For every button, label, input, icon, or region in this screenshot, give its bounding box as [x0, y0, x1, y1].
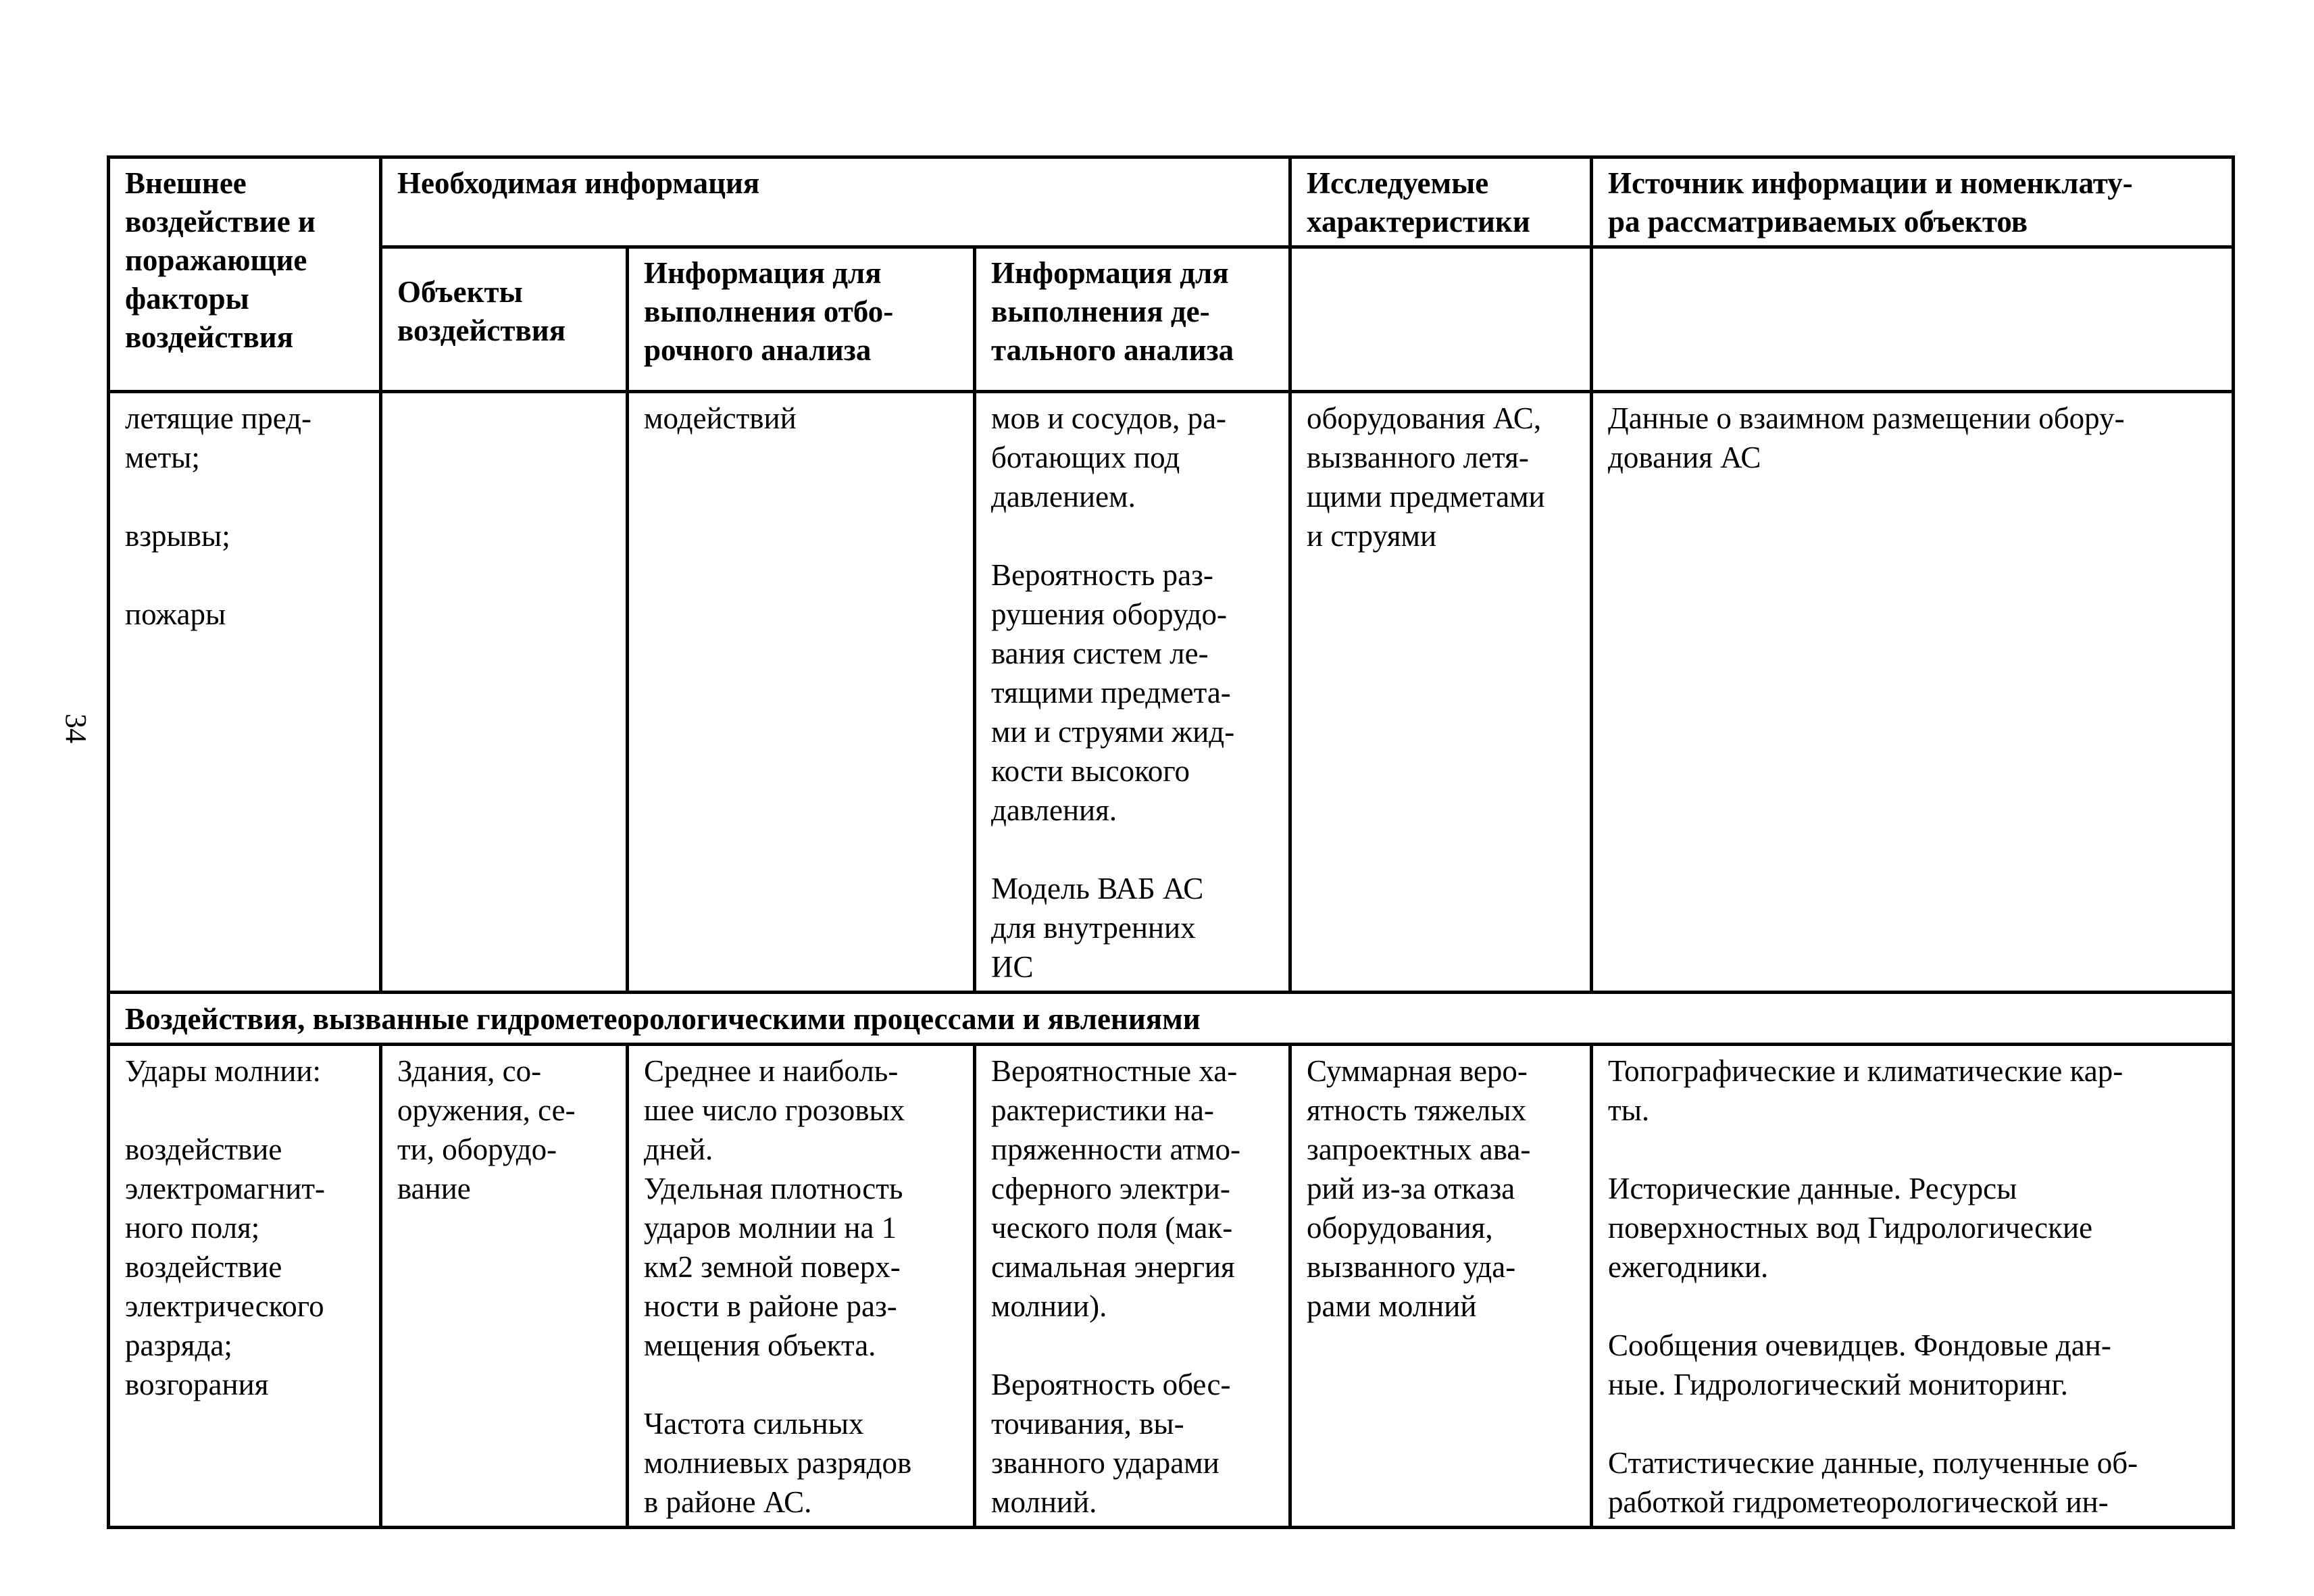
cell-objects	[381, 392, 628, 993]
cell-objects: Здания, со- оружения, се- ти, оборудо- вание	[381, 1045, 628, 1528]
header-detailed-info: Информация для выполнения де- тального анализа	[975, 247, 1290, 392]
section-row	[109, 993, 2234, 1045]
page-number: 34	[59, 714, 93, 743]
header-characteristics-empty	[1290, 247, 1592, 392]
cell-detailed: Вероятностные ха- рактеристики на- пряженности атмо- сферного электри- ческого поля (мак- симальная энергия молнии). Вероятность обес- точивания, вы- званного ударами молний.	[975, 1045, 1290, 1528]
cell-impact: Удары молнии: воздействие электромагнит- ного поля; воздействие электрического разряда; возгорания	[109, 1045, 381, 1528]
header-screening-info: Информация для выполнения отбо- рочного анализа	[628, 247, 975, 392]
header-row-1	[109, 157, 2234, 247]
header-objects: Объекты воздействия	[381, 247, 628, 392]
cell-screening: модействий	[628, 392, 975, 993]
analysis-table	[107, 155, 2235, 1529]
cell-impact: летящие пред- меты; взрывы; пожары	[109, 392, 381, 993]
cell-source: Топографические и климатические кар- ты. Исторические данные. Ресурсы поверхностных вод Гидрологические ежегодники. Сообщения очевидцев. Фондовые дан- ные. Гидрологический мониторинг. Статистические данные, полученные об- работкой гидрометеорологической ин-	[1592, 1045, 2234, 1528]
cell-characteristics: оборудования АС, вызванного летя- щими предметами и струями	[1290, 392, 1592, 993]
table-row	[109, 392, 2234, 993]
header-necessary-info: Необходимая информация	[381, 157, 1290, 247]
section-title: Воздействия, вызванные гидрометеорологическими процессами и явлениями	[109, 993, 2234, 1045]
table-row	[109, 1045, 2234, 1528]
header-source-empty	[1592, 247, 2234, 392]
cell-characteristics: Суммарная веро- ятность тяжелых запроектных ава- рий из-за отказа оборудования, вызванного уда- рами молний	[1290, 1045, 1592, 1528]
cell-screening: Среднее и наиболь- шее число грозовых дней. Удельная плотность ударов молнии на 1 км2 земной поверх- ности в районе раз- мещения объекта. Частота сильных молниевых разрядов в районе АС.	[628, 1045, 975, 1528]
cell-source: Данные о взаимном размещении обору- дования АС	[1592, 392, 2234, 993]
header-source: Источник информации и номенклату- ра рассматриваемых объектов	[1592, 157, 2234, 247]
header-characteristics: Исследуемые характеристики	[1290, 157, 1592, 247]
header-row-2	[109, 247, 2234, 392]
header-impact-factors: Внешнее воздействие и поражающие факторы воздействия	[109, 157, 381, 392]
cell-detailed: мов и сосудов, ра- ботающих под давлением. Вероятность раз- рушения оборудо- вания систем ле- тящими предмета- ми и струями жид- кости высокого давления. Модель ВАБ АС для внутренних ИС	[975, 392, 1290, 993]
